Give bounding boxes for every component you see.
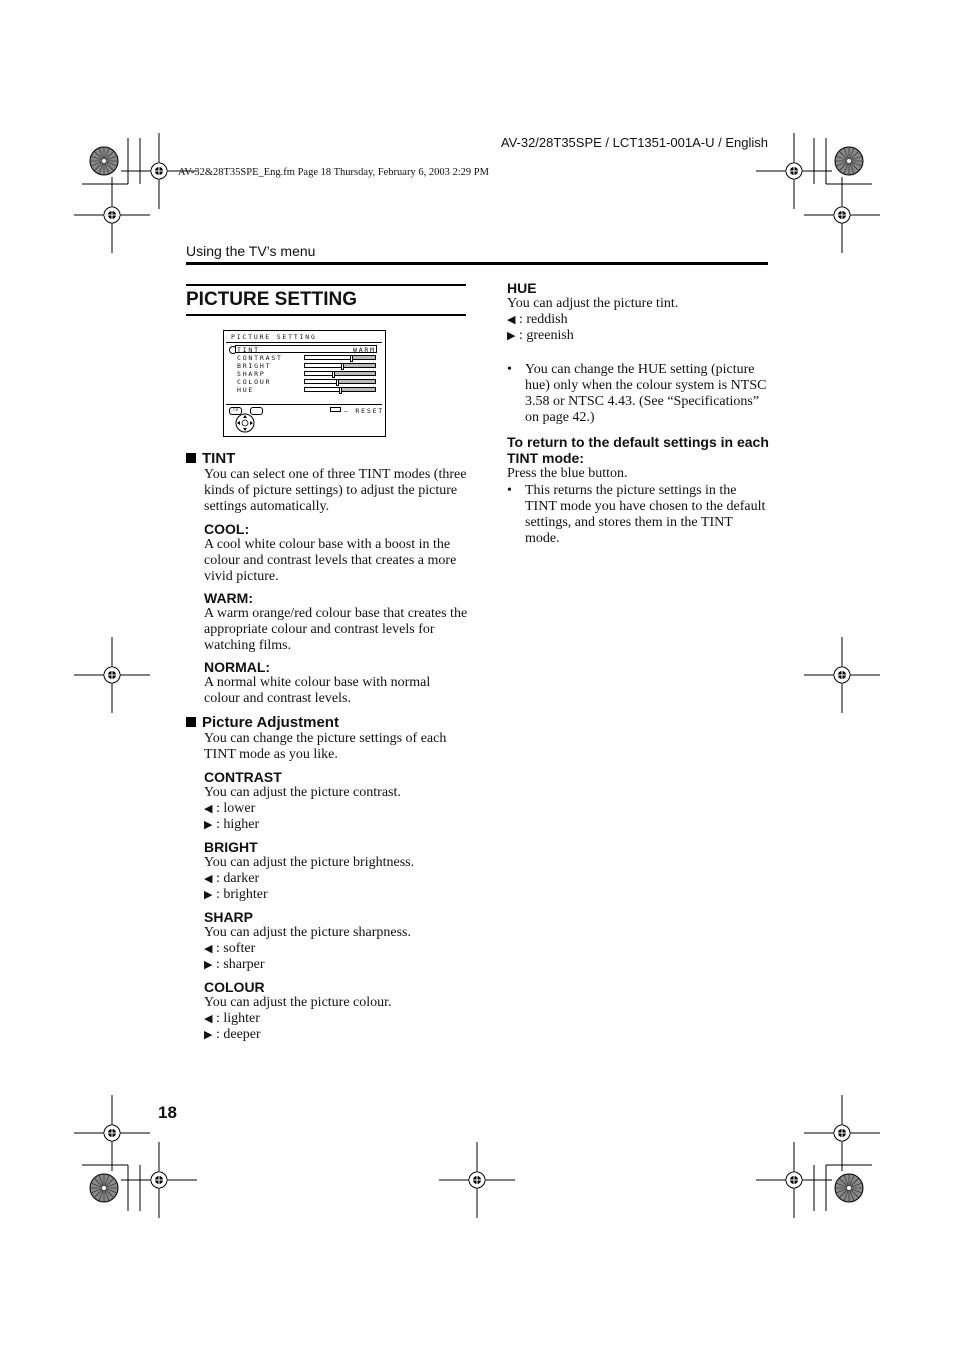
osd-divider [226, 342, 382, 343]
tv-button-icon: TV [229, 407, 242, 415]
left-arrow-icon: ◀ [204, 943, 213, 955]
osd-row-sharp: SHARP [237, 370, 266, 378]
hue-heading: HUE [507, 280, 537, 296]
hue-right-line: ▶ : greenish [507, 328, 574, 343]
contrast-heading: CONTRAST [204, 769, 282, 785]
section-header: Using the TV’s menu [186, 243, 316, 259]
hue-note: • You can change the HUE setting (picture hue) only when the colour system is NTSC 3.58 or NTSC 4.43. (See “Specifications” on page 42.) [507, 362, 767, 425]
colour-heading: COLOUR [204, 979, 265, 995]
sharp-text: You can adjust the picture sharpness. [204, 925, 411, 940]
page-number: 18 [158, 1103, 177, 1122]
cool-heading: COOL: [204, 521, 250, 537]
file-info-line: AV-32&28T35SPE_Eng.fm Page 18 Thursday, February 6, 2003 2:29 PM [178, 167, 489, 178]
osd-menu-illustration [223, 330, 386, 437]
osd-reset-label: – RESET [344, 407, 384, 415]
osd-bar-sharp [304, 371, 376, 376]
osd-tint-value: WARM [353, 346, 376, 354]
left-column [186, 450, 468, 1043]
right-arrow-icon: ▶ [204, 819, 213, 831]
contrast-left-line: ◀ : lower [204, 801, 256, 816]
default-heading: To return to the default settings in each TINT mode: [507, 434, 769, 466]
osd-row-hue: HUE [237, 386, 255, 394]
picture-adjustment-heading: Picture Adjustment [186, 714, 468, 731]
right-arrow-icon: ▶ [204, 959, 213, 971]
osd-row-contrast: CONTRAST [237, 354, 283, 362]
default-note: • This returns the picture settings in the TINT mode you have chosen to the default settings, and stores them in the TINT mode. [507, 483, 766, 546]
osd-bar-contrast [304, 355, 376, 360]
left-arrow-icon: ◀ [204, 803, 213, 815]
osd-row-tint: TINT [237, 346, 260, 354]
normal-text: A normal white colour base with normal colour and contrast levels. [204, 675, 431, 706]
left-arrow-icon: ◀ [507, 314, 516, 326]
hue-left-line: ◀ : reddish [507, 312, 568, 327]
bright-right-line: ▶ : brighter [204, 887, 268, 902]
right-arrow-icon: ▶ [204, 889, 213, 901]
square-bullet-icon [186, 453, 196, 463]
normal-heading: NORMAL: [204, 659, 271, 675]
default-text: Press the blue button. [507, 466, 628, 481]
right-column [507, 280, 769, 547]
sharp-heading: SHARP [204, 909, 254, 925]
sharp-left-line: ◀ : softer [204, 941, 256, 956]
square-bullet-icon [186, 717, 196, 727]
document-id: AV-32/28T35SPE / LCT1351-001A-U / English [500, 135, 768, 150]
bright-heading: BRIGHT [204, 839, 258, 855]
colour-text: You can adjust the picture colour. [204, 995, 392, 1010]
tint-heading: TINT [186, 450, 468, 467]
cool-text: A cool white colour base with a boost in the colour and contrast levels that creates a more vivid picture. [204, 537, 457, 584]
bright-left-line: ◀ : darker [204, 871, 260, 886]
sharp-right-line: ▶ : sharper [204, 957, 265, 972]
osd-divider-bottom [226, 404, 382, 405]
page-title: PICTURE SETTING [186, 289, 358, 310]
blue-button-icon [330, 407, 341, 412]
osd-bar-bright [304, 363, 376, 368]
hue-text: You can adjust the picture tint. [507, 296, 679, 311]
left-arrow-icon: ◀ [204, 1013, 213, 1025]
left-arrow-icon: ◀ [204, 873, 213, 885]
right-arrow-icon: ▶ [204, 1029, 213, 1041]
tint-text: You can select one of three TINT modes (three kinds of picture settings) to adjust the picture settings automatically. [204, 467, 467, 514]
contrast-right-line: ▶ : higher [204, 817, 260, 832]
osd-title: PICTURE SETTING [231, 333, 317, 341]
osd-row-bright: BRIGHT [237, 362, 272, 370]
warm-text: A warm orange/red colour base that creates the appropriate colour and contrast levels for watching films. [204, 606, 468, 653]
osd-row-colour: COLOUR [237, 378, 272, 386]
colour-left-line: ◀ : lighter [204, 1011, 260, 1026]
bright-text: You can adjust the picture brightness. [204, 855, 415, 870]
right-arrow-icon: ▶ [507, 330, 516, 342]
osd-bar-colour [304, 379, 376, 384]
osd-bar-hue [304, 387, 376, 392]
adjustment-text: You can change the picture settings of each TINT mode as you like. [204, 731, 447, 762]
colour-right-line: ▶ : deeper [204, 1027, 261, 1042]
cursor-pad-icon [234, 413, 256, 433]
contrast-text: You can adjust the picture contrast. [204, 785, 401, 800]
header-rule [186, 262, 768, 265]
warm-heading: WARM: [204, 590, 253, 606]
